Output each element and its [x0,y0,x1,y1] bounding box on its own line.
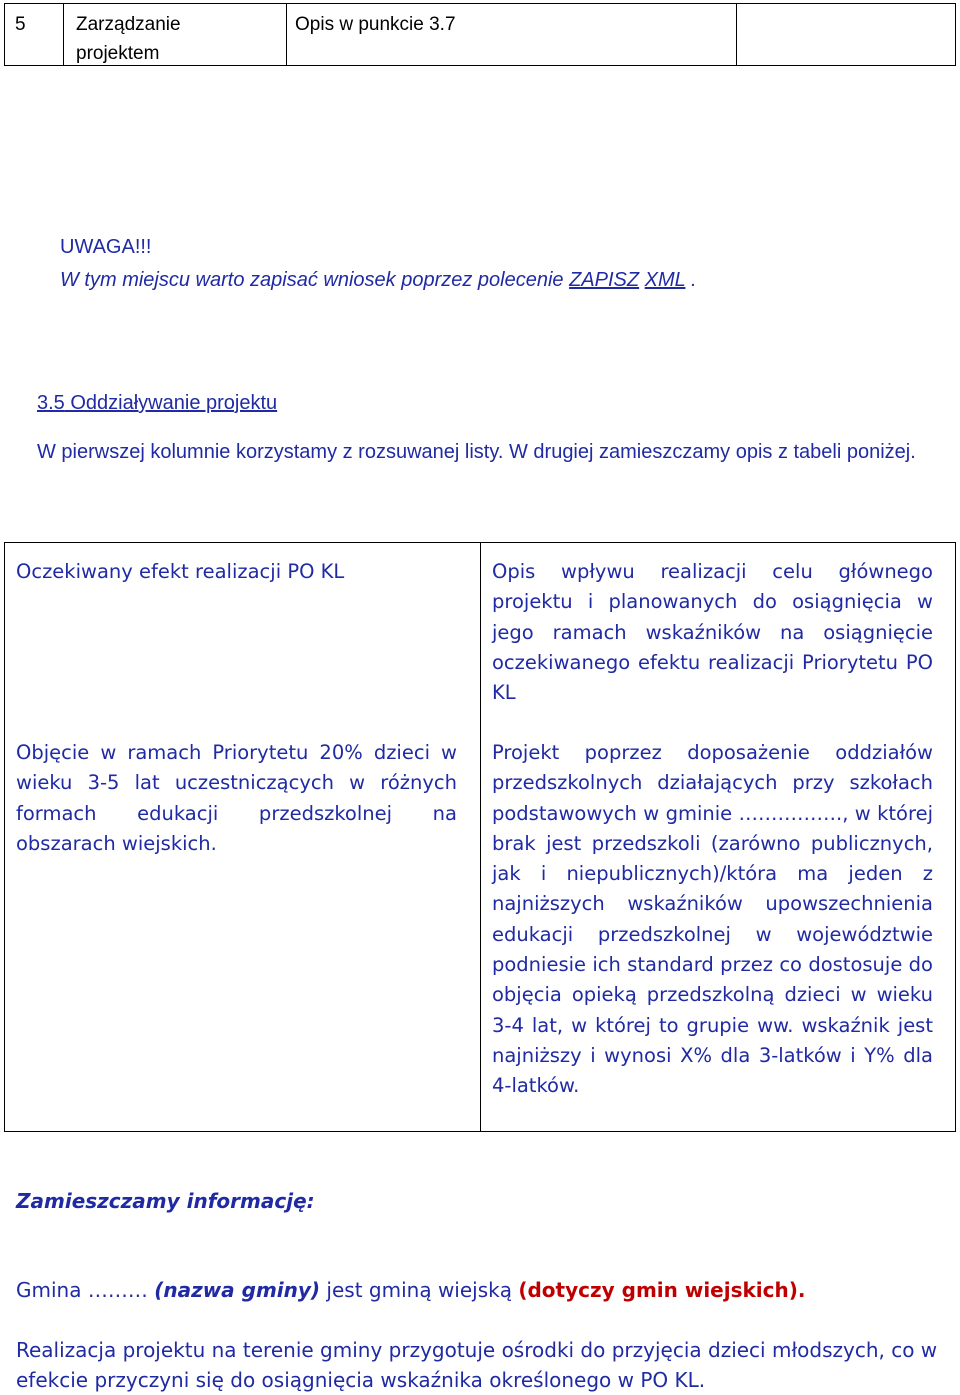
col1-value: Objęcie w ramach Priorytetu 20% dzieci w wieku 3-5 lat uczestniczących w różnych formach edukacji przedszkolnej na obszarach wiejskich. [16,741,457,855]
row-title: Zarządzanie projektem [76,14,181,64]
xml-command: XML [644,269,686,291]
warning-label: UWAGA!!! [60,236,152,258]
save-command: ZAPISZ [569,269,640,291]
table-divider [63,4,64,65]
row-description: Opis w punkcie 3.7 [295,14,456,35]
col2-header: Opis wpływu realizacji celu głównego projektu i planowanych do osiągnięcia w jego ramach wskaźników na osiągnięcie oczekiwanego efektu realizacji Priorytetu PO KL [492,560,933,705]
col1-header: Oczekiwany efekt realizacji PO KL [16,560,345,583]
gmina-line: Gmina ……… (nazwa gminy) jest gminą wiejską (dotyczy gmin wiejskich). [16,1278,806,1302]
table-divider [736,4,737,65]
section-intro: W pierwszej kolumnie korzystamy z rozsuwanej listy. W drugiej zamieszczamy opis z tabeli poniżej. [37,441,916,463]
section-heading: 3.5 Oddziaływanie projektu [37,392,278,414]
rural-note: (dotyczy gmin wiejskich). [518,1278,806,1302]
project-management-table [4,3,956,66]
gmina-name-placeholder: (nazwa gminy) [154,1278,321,1302]
warning-text: W tym miejscu warto zapisać wniosek poprzez polecenie ZAPISZ XML . [60,269,697,291]
table-divider [286,4,287,65]
row-number: 5 [15,14,26,35]
table-divider [480,543,481,1131]
col2-value: Projekt poprzez doposażenie oddziałów przedszkolnych działających przy szkołach podstawowych w gminie ……………., w której brak jest przedszkoli (zarówno publicznych, jak i niepublicznych)/która ma jeden z najniższych wskaźników upowszechnienia edukacji przedszkolnej w województwie podniesie ich standard przez co dostosuje do objęcia opieką przedszkolną dzieci w wieku 3-4 lat, w której to grupie ww. wskaźnik jest najniższy i wynosi X% dla 3-latków i Y% dla 4-latków. [492,741,933,1098]
realization-paragraph: Realizacja projektu na terenie gminy przygotuje ośrodki do przyjęcia dzieci młodszych, co w efekcie przyczyni się do osiągnięcia wskaźnika określonego w PO KL. [16,1338,938,1392]
info-heading: Zamieszczamy informację: [16,1189,315,1213]
